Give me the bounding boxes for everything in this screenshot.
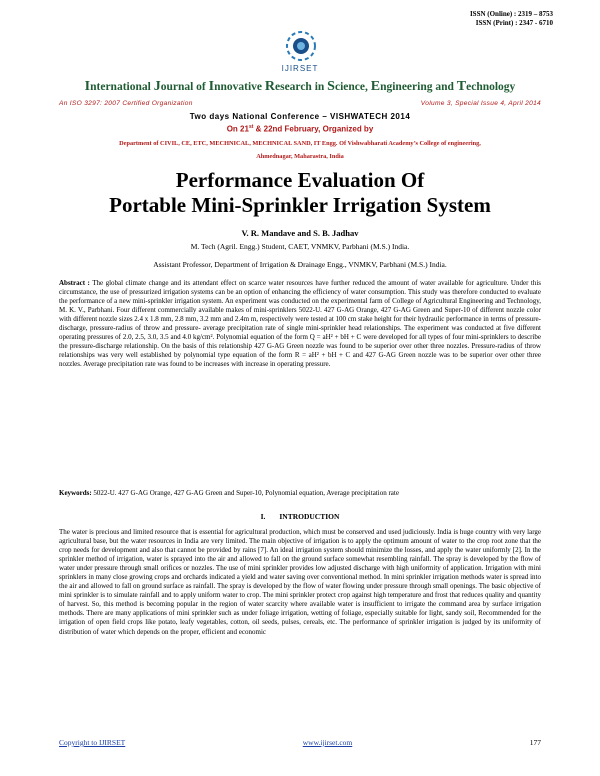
paper-title: Performance Evaluation Of Portable Mini-Sprinkler Irrigation System [109,168,491,217]
journal-title-word: cience, [334,81,371,93]
journal-title-word: nternational [90,81,154,93]
journal-title-cap: R [264,79,275,94]
journal-meta [59,100,541,107]
journal-title-cap: I [84,79,91,94]
keywords-text: 5022-U. 427 G-AG Orange, 427 G-AG Green and Super-10, Polynomial equation, Average precipitation rate [91,489,399,497]
journal-title-word: ngineering and [380,81,457,93]
issn-print: ISSN (Print) : 2347 - 6710 [475,19,553,27]
journal-title-cap: J [153,79,161,94]
journal-title [0,79,600,95]
issn-block [470,10,553,28]
authors: V. R. Mandave and S. B. Jadhav [241,228,359,238]
copyright-link[interactable]: Copyright to IJIRSET [59,738,126,747]
page-number: 177 [529,738,541,747]
introduction-text: The water is precious and limited resource that is essential for agricultural production, which must be conserved and used judiciously. India is huge country with very large agricultural base, but the water resources in India are very limited. The main objective of irrigation is to apply the optimum amount of water to the crop root zone that the crop needs for development and also that cannot be provided by rains [7]. An ideal irrigation system should minimize the losses, and apply the water uniformly [2]. In the sprinkler method of irrigation, water is sprayed into the air and allowed to fall on the ground surface somewhat resembling rainfall. The spray is developed by the flow of water under pressure through small orifices or nozzles. The use of mini sprinkler provides low adjusted discharge with high uniformity of application. Irrigation with mini sprinklers in many close growing crops and orchards indicated a yield and water saving over conventional method. In mini sprinkler irrigation methods water is spread into the air and allowed to fall on ground surface as rainfall. The spray is developed by the flow of water flowing under pressure through small openings. The basic objective of mini sprinkler is to simulate rainfall and to apply uniform water to crop. The mini sprinkler protect crop against high temperature and frost that reduces quality and quantity of harvest. So, this method is becoming popular in the region of water scarcity where available water is insufficient to irrigate the command area by surface irrigation methods. There are many applications of mini sprinkler such as under foliage irrigation, wetting of foliage, especially suitable for light, sandy soil, Recommended for the irrigation of open field crops like potato, leafy vegetables, cotton, oil seeds, pulses, cereals, etc. The performance of sprinkler irrigation is judged by its uniformity of distribution of water which depends on the proper, efficient and economic [59,528,541,636]
conference-date: On 21st & 22nd February, Organized by [226,124,374,134]
organizer-department: Department of CIVIL, CE, ETC, MECHNICAL, MECHNICAL SAND, IT Engg. Of Vishwabharati Academy’s College of engineering, Ahmednagar, Maharastra, India [119,140,481,160]
affiliation-1: M. Tech (Agril. Engg.) Student, CAET, VNMKV, Parbhani (M.S.) India. [190,242,410,251]
abstract-label: Abstract : [59,279,90,287]
journal-title-word: nnovative [214,81,265,93]
footer [59,738,541,747]
section-heading: I. INTRODUCTION [260,512,340,521]
logo-text: IJIRSET [281,64,319,73]
volume-info: Volume 3, Special Issue 4, April 2014 [420,100,541,107]
journal-title-cap: E [370,79,381,94]
journal-title-cap: S [327,79,335,94]
certification: An ISO 3297: 2007 Certified Organization [59,100,193,107]
journal-title-cap: T [456,79,467,94]
conference-name: Two days National Conference – VISHWATECH 2014 [189,112,411,121]
website-link[interactable]: www.ijirset.com [302,738,353,747]
journal-title-word: echnology [466,81,516,93]
issn-online: ISSN (Online) : 2319 – 8753 [469,10,553,18]
journal-title-word: esearch in [275,81,328,93]
keywords-label: Keywords: [59,489,92,497]
abstract [59,279,541,369]
journal-title-word: ournal of [160,81,209,93]
journal-title-cap: I [208,79,215,94]
affiliation-2: Assistant Professor, Department of Irrigation & Drainage Engg., VNMKV, Parbhani (M.S.) India. [153,260,447,269]
keywords [59,489,541,498]
abstract-text: The global climate change and its attendant effect on scarce water resources have further reduced the amount of water available for agriculture. Under this circumstance, the use of pressurized irrigation systems can be an option of enhancing the efficiency of water consumption. This study was therefore conducted to evaluate the performance of a new mini-sprinkler irrigation system. An experiment was conducted on the experimental farm of College of Agricultural Engineering and Technology, M. K. V., Parbhani. Four different commercially available makes of mini-sprinklers 5022-U. 427 G-AG Orange, 427 G-AG Green and Super-10 of different nozzle color with different nozzle sizes 2.4 x 1.8 mm, 2.8 mm, 3.2 mm and 2.4m m, respectively were tested at 100 cm stake height for their hydraulic performance in terms of pressure-discharge, pressure-radius of throw and pressure- average precipitation rate of single mini-sprinkler head relationships. The experiment was conducted at five different operating pressures of 2.0, 2.5, 3.0, 3.5 and 4.0 kg/cm². Polynomial equation of the form Q = aH² + bH + C were developed for all types of four mini-sprinklers to describe the pressure-discharge relationship. On the basis of this relationship 427 G-AG Green nozzle was found to be superior over other three nozzles. Pressure-radius of throw relationships was very well established by polynomial type equation of the form R = aH² + bH + C and 427 G-AG Green nozzle was to be superior over other three nozzles. Average precipitation rate was found to be increases with increase in operating pressure. [59,279,541,369]
